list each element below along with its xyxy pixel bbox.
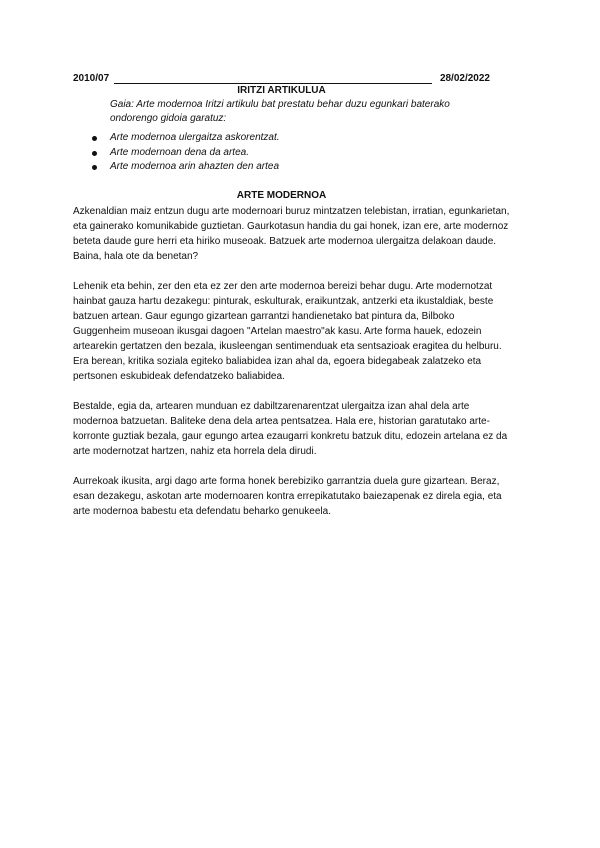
article-body	[73, 204, 513, 534]
list-item	[92, 146, 492, 161]
list-item	[92, 131, 492, 146]
document-type-heading: IRITZI ARTIKULUA	[237, 85, 326, 96]
task-line-2: ondorengo gidoia garatuz:	[110, 113, 227, 124]
list-item	[92, 160, 492, 175]
document-date: 28/02/2022	[439, 73, 490, 84]
document-code: 2010/07	[73, 73, 110, 84]
paragraph: Bestalde, egia da, artearen munduan ez dabiltzarenarentzat ulergaitza izan ahal dela arte modernoa batzuetan. Baliteke dena dela artea pentsatzea. Hala ere, historian garatutako arte-korronte guztiak bezala, gaur egungo artea ezaugarri konkretu batzuk ditu, edozein artelana ez da arte modernotzat hartzen, nahiz eta horrela dela dirudi.	[73, 401, 508, 457]
paragraph: Aurrekoak ikusita, argi dago arte forma honek berebiziko garrantzia duela gure gizartean. Beraz, esan dezakegu, askotan arte modernoaren kontra errepikatutako baiezapenak ez direla egia, eta arte modernoa babestu eta defendatu beharko genukeela.	[73, 476, 502, 517]
header-divider-line	[114, 83, 432, 84]
article-title: ARTE MODERNOA	[236, 190, 327, 201]
task-line-1: Gaia: Arte modernoa Iritzi artikulu bat prestatu behar duzu egunkari baterako	[110, 99, 450, 110]
list-item-text: Arte modernoan dena da artea.	[110, 146, 249, 158]
task-instructions	[110, 98, 500, 126]
bullet-icon	[92, 136, 97, 141]
paragraph: Lehenik eta behin, zer den eta ez zer den arte modernoa bereizi behar dugu. Arte modernotzat hainbat gauza hartu dezakegu: pinturak, eskulturak, eraikuntzak, antzerki eta ikustaldiak, beste batzuen artean. Gaur egungo gizartean garrantzi handienetako bat pintura da, Bilboko Guggenheim museoan ikusgai dagoen "Artelan maestro"ak kasu. Arte forma hauek, edozein artearekin gertatzen den bezala, ikusleengan sentimenduak eta sentsazioak eragitea du helburu. Era berean, kritika soziala egiteko baliabidea izan ahal da, egoera bidegabeak zalatzeko eta pertsonen eskubideak defendatzeko baliabidea.	[73, 281, 502, 382]
bullet-icon	[92, 151, 97, 156]
task-bullet-list	[92, 131, 492, 175]
list-item-text: Arte modernoa ulergaitza askorentzat.	[110, 132, 280, 143]
paragraph: Azkenaldian maiz entzun dugu arte modernoari buruz mintzatzen telebistan, irratian, egunkarietan, eta gainerako komunikabide guztietan. Gaurkotasun handia du gai honek, izan ere, arte modernoz beteta daude gure herri eta hiriko museoak. Batzuek arte modernoa ulergaitza delakoan daude. Baina, hala ote da benetan?	[73, 206, 510, 262]
bullet-icon	[92, 165, 97, 170]
document-header	[73, 73, 490, 85]
list-item-text: Arte modernoa arin ahazten den artea	[110, 161, 279, 172]
